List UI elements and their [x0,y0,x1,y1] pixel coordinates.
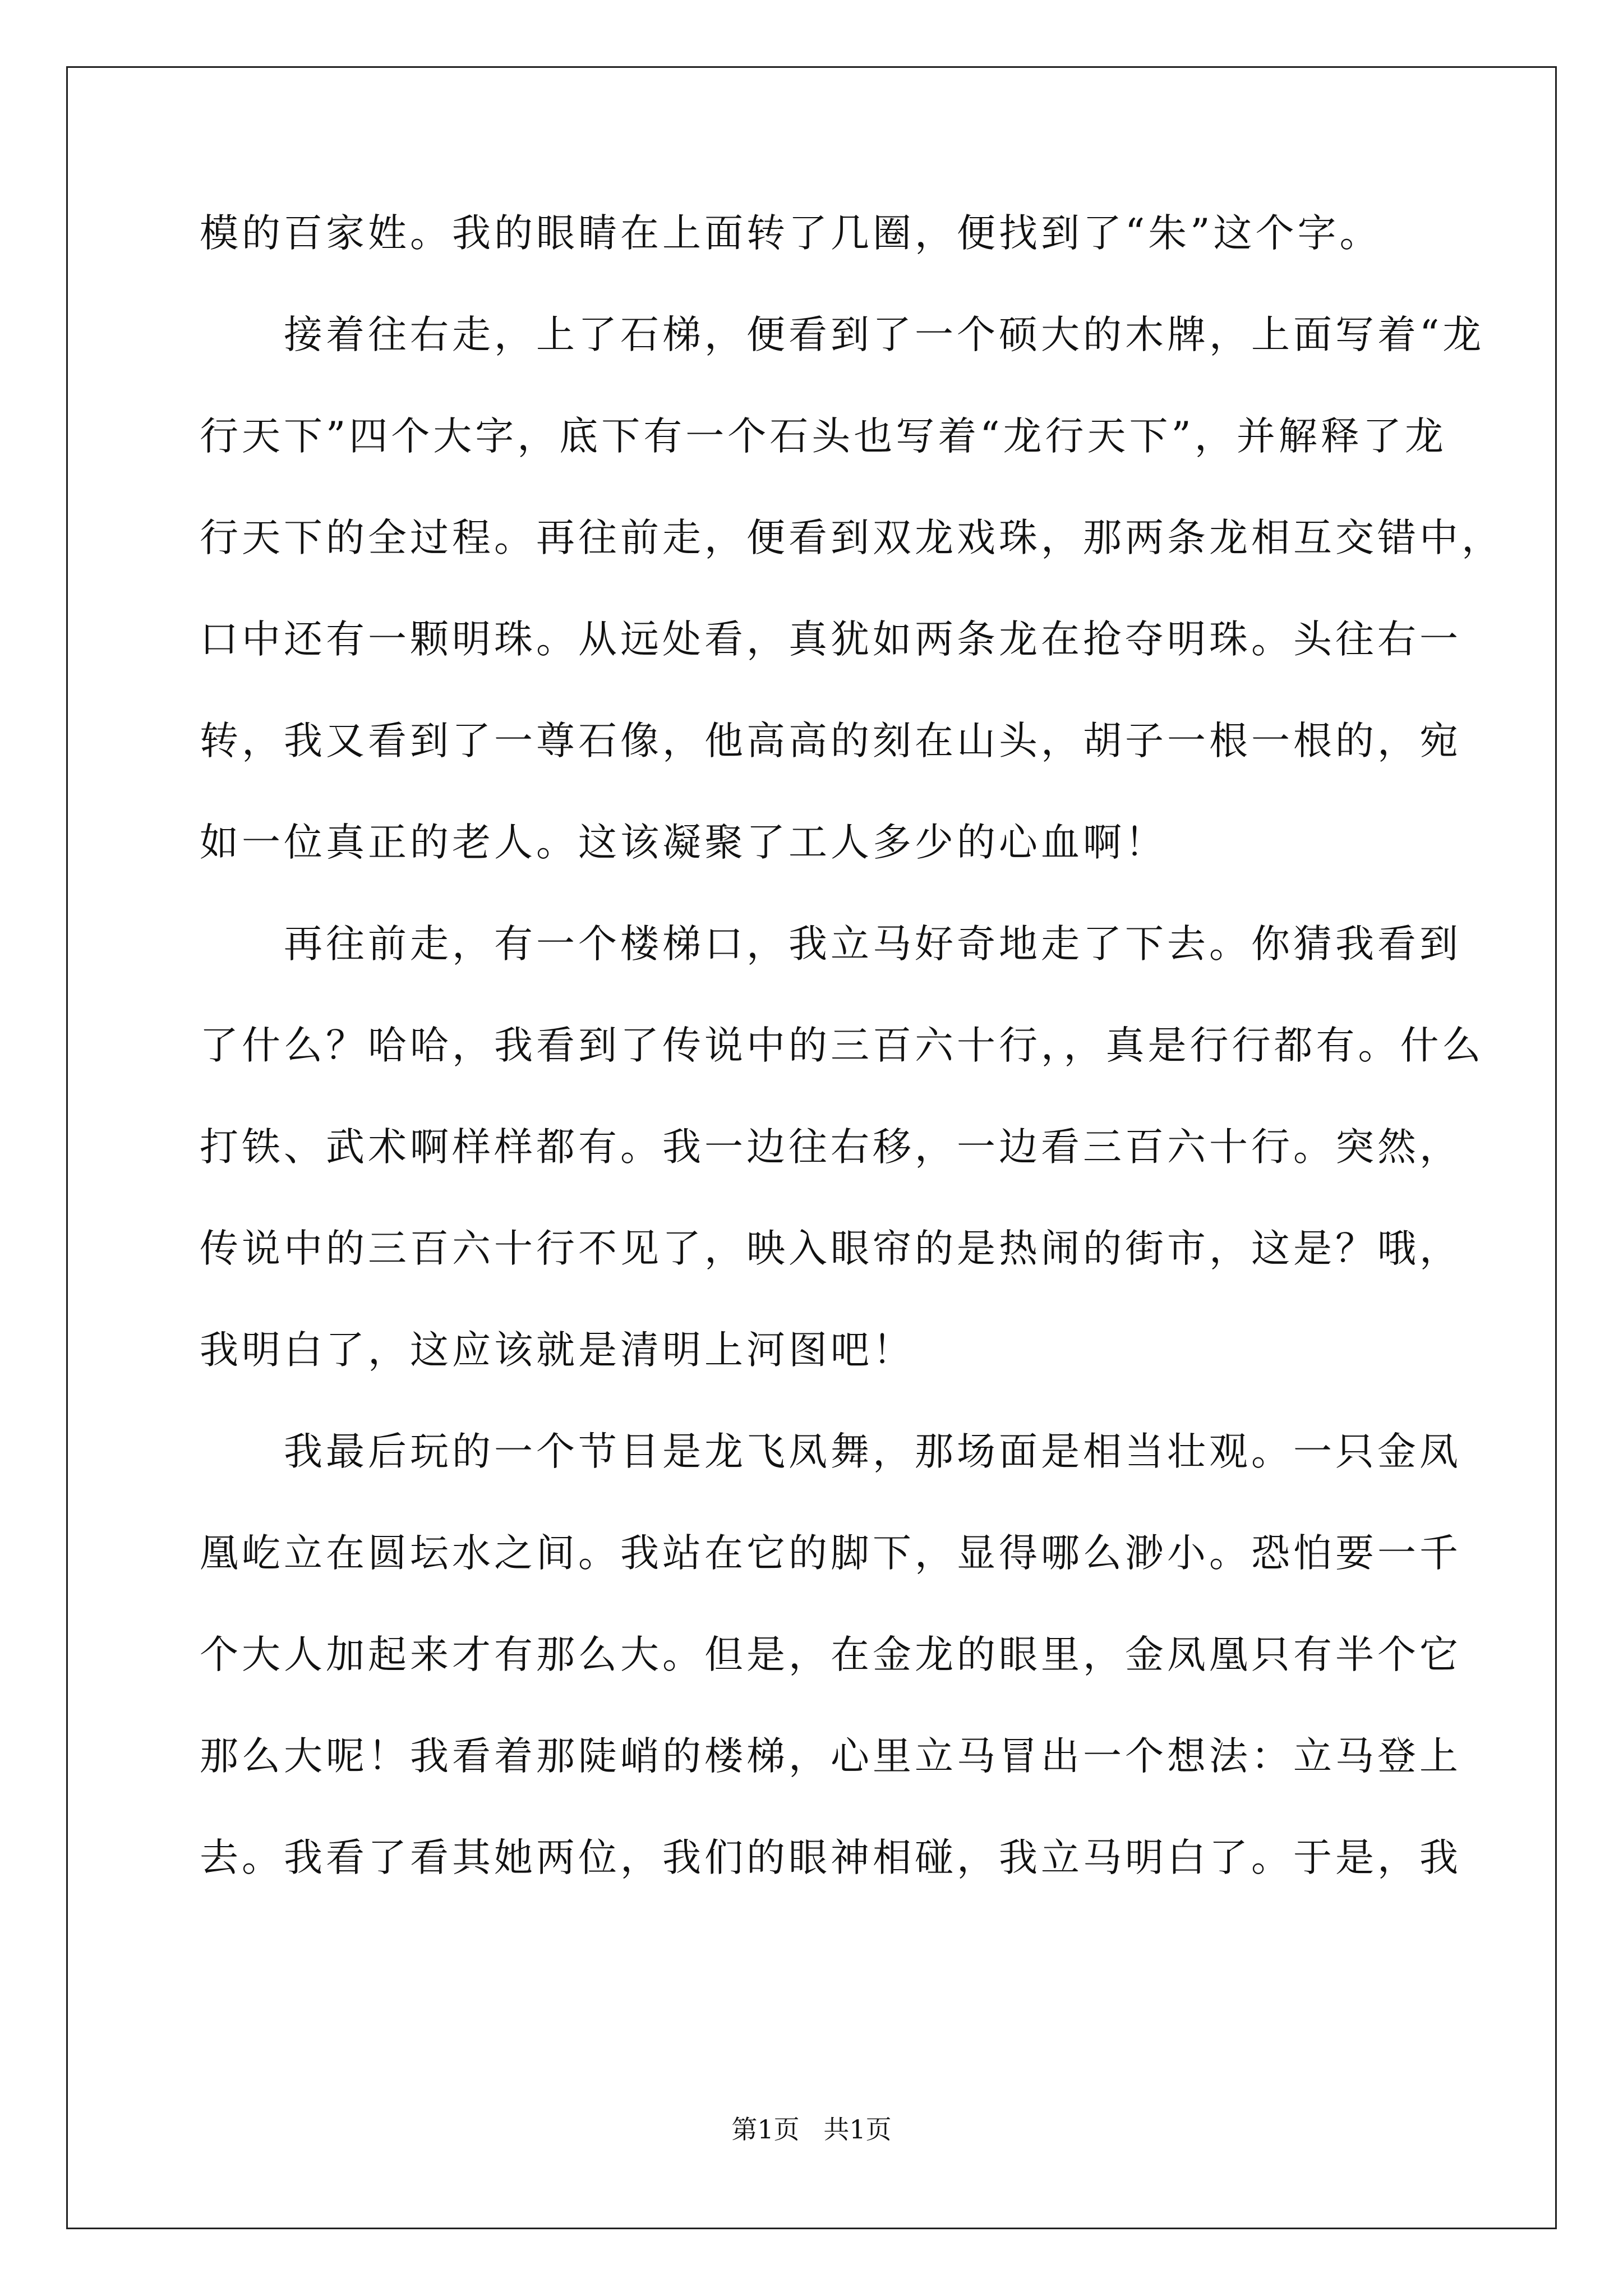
text-line: 个大人加起来才有那么大。但是，在金龙的眼里，金凤凰只有半个它 [200,1632,1461,1677]
text-line: 我明白了，这应该就是清明上河图吧！ [200,1328,915,1373]
text-line: 转，我又看到了一尊石像，他高高的刻在山头，胡子一根一根的，宛 [200,719,1461,763]
page-number: 第1页 [731,2114,800,2145]
text-line: 口中还有一颗明珠。从远处看，真犹如两条龙在抢夺明珠。头往右一 [200,617,1461,662]
text-line: 凰屹立在圆坛水之间。我站在它的脚下，显得哪么渺小。恐怕要一千 [200,1531,1461,1576]
text-line: 再往前走，有一个楼梯口，我立马好奇地走了下去。你猜我看到 [200,922,1461,967]
text-line: 传说中的三百六十行不见了，映入眼帘的是热闹的街市，这是？哦， [200,1226,1461,1271]
text-line: 那么大呢！我看着那陡峭的楼梯，心里立马冒出一个想法：立马登上 [200,1734,1461,1779]
text-line: 行天下的全过程。再往前走，便看到双龙戏珠，那两条龙相互交错中， [200,516,1504,560]
text-line: 了什么？哈哈，我看到了传说中的三百六十行，，真是行行都有。什么 [200,1023,1484,1068]
text-line: 行天下”四个大字，底下有一个石头也写着“龙行天下”，并解释了龙 [200,414,1447,459]
text-line: 我最后玩的一个节目是龙飞凤舞，那场面是相当壮观。一只金凤 [200,1429,1461,1474]
page-footer [0,2113,1623,2146]
text-line: 如一位真正的老人。这该凝聚了工人多少的心血啊！ [200,820,1167,865]
text-line: 打铁、武术啊样样都有。我一边往右移，一边看三百六十行。突然， [200,1125,1461,1170]
text-line: 去。我看了看其她两位，我们的眼神相碰，我立马明白了。于是，我 [200,1835,1461,1880]
page-total: 共1页 [823,2114,892,2145]
text-line: 模的百家姓。我的眼睛在上面转了几圈，便找到了“朱”这个字。 [200,211,1382,256]
text-line: 接着往右走，上了石梯，便看到了一个硕大的木牌，上面写着“龙 [200,312,1485,357]
